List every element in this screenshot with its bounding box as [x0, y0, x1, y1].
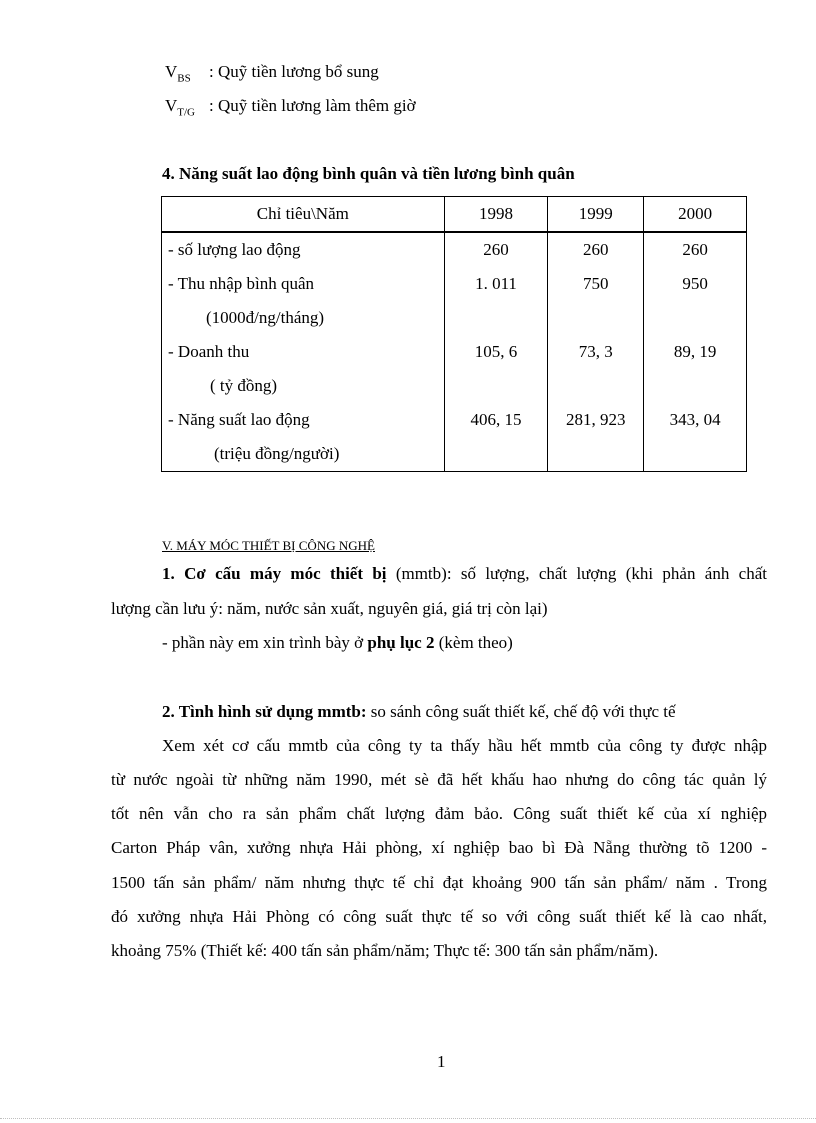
body-line: Carton Pháp vân, xưởng nhựa Hải phòng, xí nghiệp bao bì Đà Nẵng thường tõ 1200 -: [111, 838, 767, 857]
cell-2000: 89, 19: [644, 335, 747, 369]
variable-symbol: $V_{T/G}$: [165, 96, 196, 119]
table-row-unit: [162, 301, 747, 335]
cell-1998: 260: [444, 232, 548, 267]
body-line: tốt nên vẫn cho ra sản phẩm chất lượng đảm bảo. Công suất thiết kế của xí nghiệp: [111, 804, 767, 823]
appendix-ref: phụ lục 2: [367, 633, 435, 652]
item-2-text: so sánh công suất thiết kế, chế độ với thực tế: [366, 702, 676, 721]
variable-vtg: [165, 96, 416, 118]
appendix-note: - phần này em xin trình bày ở phụ lục 2 (kèm theo): [162, 633, 513, 652]
table-row-unit: [162, 369, 747, 403]
section-4-heading: 4. Năng suất lao động bình quân và tiền lương bình quân: [162, 164, 575, 183]
cell-1999: 750: [548, 267, 644, 301]
table-row: [162, 403, 747, 437]
cell-1999: 260: [548, 232, 644, 267]
productivity-wage-table: [161, 196, 747, 472]
variable-symbol: $V_{BS}$: [165, 62, 191, 85]
row-unit: (triệu đồng/người): [162, 437, 445, 472]
page-number: 1: [437, 1052, 446, 1071]
body-line: đó xưởng nhựa Hải Phòng có công suất thực tế so với công suất thiết kế là cao nhất,: [111, 907, 767, 926]
header-1998: 1998: [444, 197, 548, 233]
table-row: [162, 335, 747, 369]
row-label: - Năng suất lao động: [162, 403, 445, 437]
cell-1999: 73, 3: [548, 335, 644, 369]
cell-1998: 406, 15: [444, 403, 548, 437]
row-unit: ( tỷ đồng): [162, 369, 445, 403]
variable-description: : Quỹ tiền lương bổ sung: [209, 62, 379, 81]
header-1999: 1999: [548, 197, 644, 233]
item-1-title: 1. Cơ cấu máy móc thiết bị: [162, 564, 387, 583]
header-2000: 2000: [644, 197, 747, 233]
item-2-line: [162, 702, 676, 722]
item-1-line-2: lượng cần lưu ý: năm, nước sản xuất, nguyên giá, giá trị còn lại): [111, 599, 548, 618]
body-line: từ nước ngoài từ những năm 1990, mét sè đã hết khấu hao nhưng do công tác quản lý: [111, 770, 767, 789]
row-unit: (1000đ/ng/tháng): [162, 301, 445, 335]
cell-1999: 281, 923: [548, 403, 644, 437]
variable-description: : Quỹ tiền lương làm thêm giờ: [209, 96, 416, 115]
row-label: - số lượng lao động: [162, 232, 445, 267]
table-header-row: [162, 197, 747, 233]
cell-1998: 1. 011: [444, 267, 548, 301]
body-line: Xem xét cơ cấu mmtb của công ty ta thấy hầu hết mmtb của công ty được nhập: [162, 736, 767, 755]
item-1-line-1: [162, 564, 767, 584]
body-line: 1500 tấn sản phẩm/ năm nhưng thực tế chỉ đạt khoảng 900 tấn sản phẩm/ năm . Trong: [111, 873, 767, 892]
header-indicator-year: Chỉ tiêu\Năm: [162, 197, 445, 233]
row-label: - Thu nhập bình quân: [162, 267, 445, 301]
item-2-title: 2. Tình hình sử dụng mmtb:: [162, 702, 367, 721]
row-label: - Doanh thu: [162, 335, 445, 369]
cell-2000: 950: [644, 267, 747, 301]
cell-2000: 343, 04: [644, 403, 747, 437]
cell-2000: 260: [644, 232, 747, 267]
variable-vbs: [165, 62, 379, 84]
item-1-text: (mmtb): số lượng, chất lượng (khi phản ánh chất: [386, 564, 767, 583]
page-bottom-border: [0, 1118, 816, 1119]
body-line: khoảng 75% (Thiết kế: 400 tấn sản phẩm/năm; Thực tế: 300 tấn sản phẩm/năm).: [111, 941, 659, 960]
cell-1998: 105, 6: [444, 335, 548, 369]
table-row-unit: [162, 437, 747, 472]
table-row: [162, 232, 747, 267]
table-row: [162, 267, 747, 301]
section-5-heading: V. MÁY MÓC THIẾT BỊ CÔNG NGHỆ: [162, 538, 375, 553]
